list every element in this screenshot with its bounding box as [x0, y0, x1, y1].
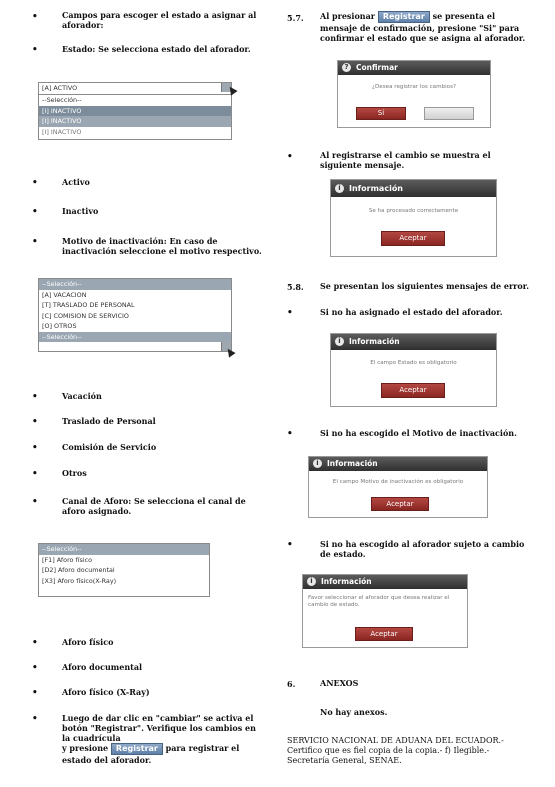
- dialog-message: ¿Desea registrar los cambios?: [372, 84, 456, 90]
- section-number: 6.: [287, 679, 296, 689]
- dialog-title: Información: [327, 459, 378, 468]
- bullet-dot: •: [32, 207, 38, 217]
- section-text: [320, 11, 532, 43]
- bullet-text: Activo: [62, 177, 90, 187]
- bullet-dot: •: [32, 392, 38, 402]
- bullet-text: Aforo físico: [62, 637, 114, 647]
- info-dialog: [302, 574, 468, 648]
- accept-button[interactable]: Aceptar: [381, 231, 445, 246]
- question-icon: ?: [342, 63, 351, 72]
- s57-part-b: se presenta el mensaje de confirmación, presione "Si" para confirmar el estado que se asigna al aforador.: [320, 11, 526, 43]
- bullet-text: Vacación: [62, 391, 102, 401]
- bullet-text: Estado: Se selecciona estado del aforador.: [62, 44, 251, 54]
- bullet-dot: •: [32, 12, 38, 22]
- last-bullet-part-b: y presione: [62, 743, 109, 753]
- motivo-option[interactable]: --Selección--: [39, 332, 231, 343]
- bullet-text: Aforo físico (X-Ray): [62, 687, 150, 697]
- bullet-text: Otros: [62, 468, 87, 478]
- dialog-message: El campo Motivo de inactivación es obligatorio: [332, 479, 464, 485]
- dialog-header: [303, 575, 467, 589]
- bullet-dot: •: [32, 45, 38, 55]
- info-dialog: [308, 456, 488, 518]
- dialog-title: Información: [349, 184, 404, 193]
- estado-options-list: [38, 94, 232, 140]
- section-body: No hay anexos.: [320, 707, 388, 717]
- yes-button[interactable]: Sí: [356, 107, 406, 120]
- bullet-text: Al registrarse el cambio se muestra el siguiente mensaje.: [320, 150, 491, 170]
- bullet-text: Aforo documental: [62, 662, 143, 672]
- info-icon: i: [335, 337, 344, 346]
- motivo-option[interactable]: [O] OTROS: [42, 322, 77, 330]
- canal-option[interactable]: [D2] Aforo documental: [42, 566, 115, 574]
- estado-option[interactable]: [I] INACTIVO: [39, 116, 231, 127]
- canal-option[interactable]: --Selección--: [39, 544, 209, 555]
- dialog-message: Se ha procesado correctamente: [368, 208, 459, 214]
- estado-option[interactable]: --Selección--: [42, 96, 82, 104]
- bullet-dot: •: [32, 178, 38, 188]
- dialog-title: Información: [321, 577, 372, 586]
- bullet-dot: •: [32, 714, 38, 724]
- accept-button[interactable]: Aceptar: [371, 497, 429, 511]
- bullet-dot: •: [287, 429, 293, 439]
- bullet-text: Inactivo: [62, 206, 99, 216]
- motivo-options-list[interactable]: [38, 278, 232, 352]
- motivo-option[interactable]: [C] COMISION DE SERVICIO: [42, 311, 129, 320]
- bullet-text: Traslado de Personal: [62, 416, 156, 426]
- section-number: 5.8.: [287, 282, 304, 292]
- canal-option[interactable]: [F1] Aforo físico: [42, 555, 93, 564]
- estado-option[interactable]: [I] INACTIVO: [39, 106, 231, 117]
- dialog-header: [331, 180, 496, 197]
- bullet-dot: •: [32, 443, 38, 453]
- bullet-text: [62, 713, 264, 765]
- bullet-text: Canal de Aforo: Se selecciona el canal de aforo asignado.: [62, 496, 246, 516]
- bullet-text: Si no ha escogido el Motivo de inactivación.: [320, 428, 517, 438]
- footer-certification: SERVICIO NACIONAL DE ADUANA DEL ECUADOR.- Certifico que es fiel copia de la copia.- f) Ilegible.- Secretaría General, SENAE.: [287, 736, 504, 765]
- bullet-text: Comisión de Servicio: [62, 442, 157, 452]
- bullet-dot: •: [32, 497, 38, 507]
- dialog-title: Confirmar: [356, 63, 398, 72]
- bullet-dot: •: [287, 152, 293, 162]
- section-number: 5.7.: [287, 13, 304, 23]
- bullet-text: Si no ha asignado el estado del aforador.: [320, 307, 503, 317]
- bullet-text: Campos para escoger el estado a asignar al aforador:: [62, 10, 257, 30]
- last-bullet-part-c: para registrar el estado del aforador.: [62, 743, 240, 765]
- section-text: Se presentan los siguientes mensajes de error.: [320, 281, 529, 291]
- motivo-option[interactable]: [A] VACACION: [42, 290, 87, 299]
- dialog-header: [309, 457, 487, 471]
- bullet-dot: •: [32, 237, 38, 247]
- motivo-option[interactable]: [T] TRASLADO DE PERSONAL: [42, 301, 135, 309]
- dialog-message: Favor seleccionar el aforador que desea realizar el cambio de estado.: [308, 595, 450, 608]
- bullet-dot: •: [287, 540, 293, 550]
- bullet-dot: •: [32, 469, 38, 479]
- estado-option[interactable]: [I] INACTIVO: [42, 127, 82, 136]
- section-title: ANEXOS: [320, 678, 359, 688]
- register-button[interactable]: Registrar: [111, 743, 163, 755]
- dialog-message: El campo Estado es obligatorio: [370, 360, 457, 366]
- bullet-dot: •: [32, 688, 38, 698]
- dialog-header: [331, 334, 496, 350]
- bullet-dot: •: [32, 638, 38, 648]
- bullet-dot: •: [287, 308, 293, 318]
- canal-options-list[interactable]: [38, 543, 210, 597]
- bullet-text: Motivo de inactivación: En caso de inactivación seleccione el motivo respectivo.: [62, 236, 262, 256]
- info-icon: i: [335, 184, 344, 193]
- info-icon: i: [313, 459, 322, 468]
- canal-option[interactable]: [X3] Aforo físico(X-Ray): [42, 576, 117, 585]
- motivo-option[interactable]: --Selección--: [39, 279, 231, 290]
- last-bullet-part-a: Luego de dar clic en "cambiar" se activa el botón "Registrar". Verifique los cambios en la cuadrícula: [62, 713, 256, 743]
- dialog-title: Información: [349, 337, 400, 346]
- bullet-dot: •: [32, 417, 38, 427]
- accept-button[interactable]: Aceptar: [381, 383, 445, 398]
- info-dialog: [330, 333, 497, 407]
- info-dialog: [330, 179, 497, 257]
- bullet-dot: •: [32, 663, 38, 673]
- s57-part-a: Al presionar: [320, 11, 376, 21]
- estado-selected-value: [A] ACTIVO: [42, 84, 78, 92]
- confirm-dialog: [337, 60, 491, 128]
- info-icon: i: [307, 577, 316, 586]
- accept-button[interactable]: Aceptar: [355, 627, 413, 641]
- register-button[interactable]: Registrar: [378, 11, 430, 23]
- dialog-header: [338, 61, 490, 75]
- no-button[interactable]: [424, 107, 474, 120]
- bullet-text: Si no ha escogido al aforador sujeto a cambio de estado.: [320, 539, 525, 559]
